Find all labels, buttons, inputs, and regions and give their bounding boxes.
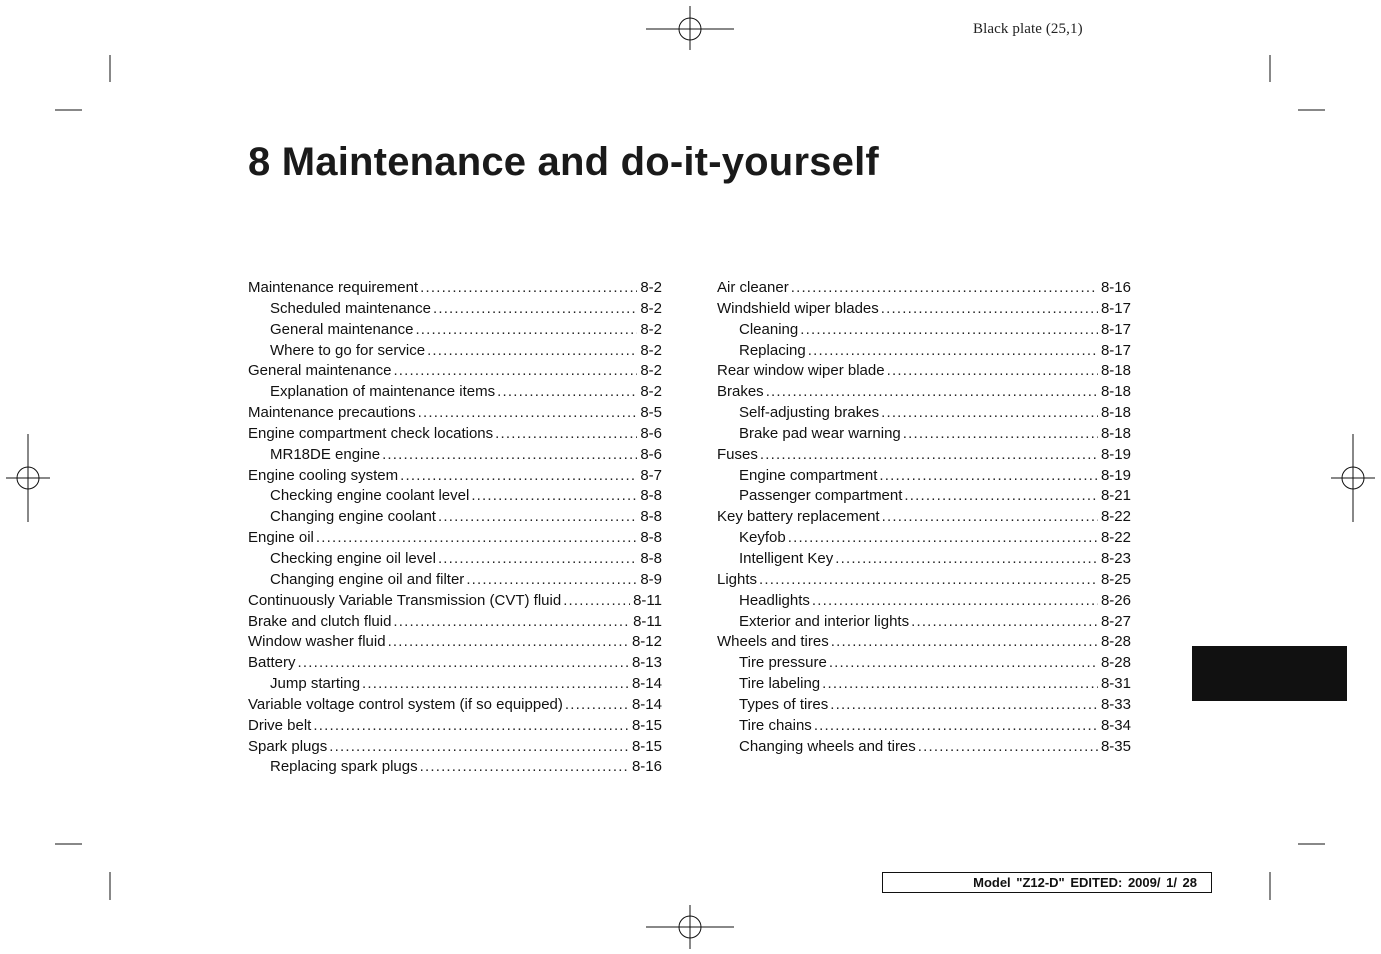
toc-entry: [248, 507, 662, 528]
toc-entry-page: 8-11: [633, 591, 662, 609]
toc-entry-title: Keyfob: [739, 529, 786, 547]
toc-dot-leader: [393, 361, 637, 382]
toc-entry: [248, 716, 662, 737]
toc-entry-title: Maintenance requirement: [248, 279, 419, 296]
toc-entry-page: 8-26: [1100, 591, 1131, 609]
toc-dot-leader: [808, 341, 1098, 362]
toc-entry-page: 8-28: [1100, 654, 1131, 672]
toc-entry-page: 8-7: [640, 466, 662, 484]
toc-entry-title: Drive belt: [248, 716, 312, 734]
toc-entry: [248, 341, 662, 362]
toc-entry-page: 8-17: [1100, 320, 1131, 338]
toc-entry-title: Continuously Variable Transmission (CVT) fluid: [248, 591, 562, 609]
toc-dot-leader: [903, 424, 1098, 445]
toc-entry: [717, 591, 1131, 612]
toc-entry: [248, 486, 662, 507]
toc-entry: [717, 466, 1131, 487]
toc-entry-title: Checking engine coolant level: [270, 487, 470, 505]
toc-dot-leader: [881, 403, 1098, 424]
toc-entry-page: 8-14: [631, 675, 662, 693]
toc-entry-page: 8-25: [1100, 570, 1131, 588]
toc-entry-title: Engine cooling system: [248, 466, 399, 484]
toc-dot-leader: [918, 737, 1098, 758]
toc-dot-leader: [466, 570, 637, 591]
toc-entry: [248, 549, 662, 570]
toc-dot-leader: [393, 612, 630, 633]
toc-entry: [248, 278, 662, 299]
crop-mark-bottom-right-icon: [1270, 844, 1325, 900]
toc-entry-title: Spark plugs: [248, 737, 328, 755]
toc-dot-leader: [812, 591, 1098, 612]
toc-entry: [248, 361, 662, 382]
toc-right-column: [717, 278, 1131, 757]
toc-entry: [248, 445, 662, 466]
toc-dot-leader: [388, 632, 629, 653]
toc-entry-page: 8-2: [640, 279, 662, 296]
registration-mark-left-icon: [6, 434, 50, 522]
toc-entry-title: Window washer fluid: [248, 633, 386, 651]
toc-dot-leader: [879, 466, 1098, 487]
toc-entry-page: 8-8: [640, 508, 662, 526]
toc-entry-page: 8-14: [631, 695, 662, 713]
section-tab-marker: [1192, 646, 1347, 701]
toc-dot-leader: [495, 424, 637, 445]
toc-entry-title: Jump starting: [270, 675, 361, 693]
toc-entry: [717, 445, 1131, 466]
toc-entry-title: Tire chains: [739, 716, 812, 734]
toc-dot-leader: [800, 320, 1098, 341]
registration-mark-right-icon: [1331, 434, 1375, 522]
page-title: 8 Maintenance and do-it-yourself: [248, 140, 879, 184]
toc-dot-leader: [911, 612, 1098, 633]
toc-entry-page: 8-27: [1100, 612, 1131, 630]
toc-entry-page: 8-2: [640, 320, 662, 338]
toc-entry-title: Fuses: [717, 445, 758, 463]
toc-dot-leader: [565, 695, 629, 716]
model-edited-footer: Model "Z12-D" EDITED: 2009/ 1/ 28: [882, 872, 1212, 893]
toc-entry: [248, 382, 662, 403]
toc-entry-page: 8-31: [1100, 675, 1131, 693]
toc-entry-title: Tire pressure: [739, 654, 827, 672]
toc-entry-title: General maintenance: [248, 362, 392, 380]
toc-entry-page: 8-12: [631, 633, 662, 651]
toc-entry-title: Tire labeling: [739, 675, 821, 693]
toc-entry-title: Changing engine oil and filter: [270, 570, 465, 588]
toc-dot-leader: [362, 674, 629, 695]
toc-dot-leader: [415, 320, 637, 341]
toc-entry-page: 8-21: [1100, 487, 1131, 505]
toc-dot-leader: [831, 632, 1098, 653]
toc-entry-page: 8-8: [640, 529, 662, 547]
toc-entry: [717, 653, 1131, 674]
toc-dot-leader: [881, 299, 1098, 320]
toc-entry-page: 8-9: [640, 570, 662, 588]
toc-entry: [717, 320, 1131, 341]
toc-entry-page: 8-8: [640, 549, 662, 567]
toc-entry: [717, 507, 1131, 528]
toc-entry-page: 8-35: [1100, 737, 1131, 755]
toc-entry: [717, 695, 1131, 716]
crop-mark-top-right-icon: [1270, 55, 1325, 110]
toc-dot-leader: [788, 528, 1098, 549]
toc-entry: [248, 612, 662, 633]
toc-entry: [248, 403, 662, 424]
toc-entry-title: Self-adjusting brakes: [739, 404, 880, 422]
toc-entry-page: 8-22: [1100, 508, 1131, 526]
toc-entry-page: 8-19: [1100, 445, 1131, 463]
toc-entry-page: 8-34: [1100, 716, 1131, 734]
toc-left-column: [248, 278, 662, 778]
toc-entry-title: Exterior and interior lights: [739, 612, 910, 630]
toc-entry-page: 8-22: [1100, 529, 1131, 547]
toc-entry: [717, 486, 1131, 507]
toc-entry: [248, 528, 662, 549]
toc-dot-leader: [329, 737, 629, 758]
toc-entry-page: 8-17: [1100, 341, 1131, 359]
toc-dot-leader: [887, 361, 1098, 382]
toc-entry-page: 8-6: [640, 445, 662, 463]
toc-entry-page: 8-2: [640, 341, 662, 359]
toc-entry-page: 8-16: [631, 758, 662, 776]
toc-entry-page: 8-18: [1100, 383, 1131, 401]
toc-entry: [717, 382, 1131, 403]
toc-dot-leader: [400, 466, 637, 487]
toc-entry-page: 8-13: [631, 654, 662, 672]
toc-entry-title: Intelligent Key: [739, 549, 834, 567]
toc-entry-title: Key battery replacement: [717, 508, 880, 526]
toc-entry-title: Engine compartment check locations: [248, 424, 494, 442]
toc-entry: [717, 570, 1131, 591]
toc-entry: [248, 737, 662, 758]
toc-dot-leader: [814, 716, 1098, 737]
toc-entry: [248, 591, 662, 612]
toc-entry-title: Cleaning: [739, 320, 799, 338]
toc-entry: [248, 674, 662, 695]
toc-dot-leader: [313, 716, 629, 737]
toc-dot-leader: [438, 549, 637, 570]
toc-entry-page: 8-15: [631, 716, 662, 734]
toc-entry-title: General maintenance: [270, 320, 414, 338]
toc-entry: [717, 278, 1131, 299]
toc-entry: [248, 695, 662, 716]
toc-dot-leader: [760, 445, 1098, 466]
toc-entry-title: Changing wheels and tires: [739, 737, 916, 755]
toc-entry-title: Types of tires: [739, 695, 829, 713]
toc-entry-title: Lights: [717, 570, 758, 588]
registration-mark-top-icon: [646, 6, 734, 50]
toc-entry: [717, 716, 1131, 737]
toc-entry-title: Brake pad wear warning: [739, 424, 901, 442]
toc-dot-leader: [420, 757, 629, 778]
toc-entry-page: 8-28: [1100, 633, 1131, 651]
toc-entry: [717, 612, 1131, 633]
toc-dot-leader: [427, 341, 637, 362]
toc-dot-leader: [766, 382, 1098, 403]
toc-entry-page: 8-2: [640, 362, 662, 380]
toc-entry-page: 8-11: [633, 612, 662, 630]
toc-entry-page: 8-18: [1100, 362, 1131, 380]
toc-entry-title: Headlights: [739, 591, 810, 609]
toc-entry-title: Explanation of maintenance items: [270, 383, 496, 401]
toc-dot-leader: [759, 570, 1098, 591]
crop-mark-top-left-icon: [55, 55, 110, 110]
toc-entry-title: Wheels and tires: [717, 633, 829, 651]
toc-entry-title: Variable voltage control system (if so equipped): [248, 695, 563, 713]
toc-dot-leader: [563, 591, 630, 612]
toc-dot-leader: [438, 507, 637, 528]
toc-entry-title: Replacing spark plugs: [270, 758, 418, 776]
toc-entry: [248, 299, 662, 320]
toc-entry-page: 8-19: [1100, 466, 1131, 484]
toc-dot-leader: [835, 549, 1098, 570]
toc-entry: [717, 737, 1131, 758]
toc-dot-leader: [298, 653, 629, 674]
toc-entry-title: Replacing: [739, 341, 806, 359]
toc-dot-leader: [471, 486, 637, 507]
toc-entry-page: 8-18: [1100, 424, 1131, 442]
toc-entry-title: Changing engine coolant: [270, 508, 436, 526]
toc-entry-title: Air cleaner: [717, 279, 789, 296]
toc-entry-page: 8-5: [640, 404, 662, 422]
toc-dot-leader: [497, 382, 637, 403]
toc-entry-page: 8-23: [1100, 549, 1131, 567]
toc-dot-leader: [418, 403, 638, 424]
toc-dot-leader: [420, 278, 637, 299]
toc-entry-title: Rear window wiper blade: [717, 362, 885, 380]
registration-mark-bottom-icon: [646, 905, 734, 949]
toc-entry: [717, 528, 1131, 549]
toc-entry: [248, 466, 662, 487]
toc-entry-title: Checking engine oil level: [270, 549, 436, 567]
crop-mark-bottom-left-icon: [55, 844, 110, 900]
toc-entry-title: Brakes: [717, 383, 764, 401]
toc-entry-page: 8-2: [640, 299, 662, 317]
plate-label: Black plate (25,1): [973, 21, 1083, 37]
toc-entry: [248, 632, 662, 653]
toc-entry-page: 8-8: [640, 487, 662, 505]
toc-dot-leader: [791, 278, 1098, 299]
toc-entry-page: 8-6: [640, 424, 662, 442]
toc-entry-page: 8-33: [1100, 695, 1131, 713]
toc-entry: [717, 549, 1131, 570]
toc-entry-page: 8-17: [1100, 299, 1131, 317]
toc-entry-title: Brake and clutch fluid: [248, 612, 392, 630]
toc-entry-page: 8-16: [1100, 279, 1131, 296]
toc-entry-title: Windshield wiper blades: [717, 299, 879, 317]
toc-dot-leader: [316, 528, 637, 549]
toc-entry: [717, 341, 1131, 362]
toc-entry-title: Engine compartment: [739, 466, 878, 484]
toc-dot-leader: [904, 486, 1098, 507]
toc-entry-page: 8-15: [631, 737, 662, 755]
toc-entry: [717, 632, 1131, 653]
toc-entry: [717, 424, 1131, 445]
toc-entry: [717, 299, 1131, 320]
toc-entry-title: Passenger compartment: [739, 487, 903, 505]
toc-entry-page: 8-18: [1100, 404, 1131, 422]
toc-entry-title: Maintenance precautions: [248, 404, 416, 422]
toc-entry-page: 8-2: [640, 383, 662, 401]
toc-entry: [248, 570, 662, 591]
toc-dot-leader: [830, 695, 1098, 716]
toc-entry: [717, 361, 1131, 382]
toc-dot-leader: [433, 299, 637, 320]
toc-entry-title: Battery: [248, 654, 296, 672]
toc-entry-title: Where to go for service: [270, 341, 426, 359]
toc-entry: [717, 674, 1131, 695]
toc-entry-title: MR18DE engine: [270, 445, 381, 463]
toc-entry-title: Scheduled maintenance: [270, 299, 431, 317]
toc-entry: [248, 320, 662, 341]
toc-dot-leader: [382, 445, 637, 466]
toc-dot-leader: [822, 674, 1098, 695]
toc-dot-leader: [829, 653, 1098, 674]
toc-dot-leader: [882, 507, 1098, 528]
toc-entry-title: Engine oil: [248, 529, 314, 547]
toc-entry: [248, 424, 662, 445]
toc-entry: [717, 403, 1131, 424]
toc-entry: [248, 757, 662, 778]
toc-entry: [248, 653, 662, 674]
